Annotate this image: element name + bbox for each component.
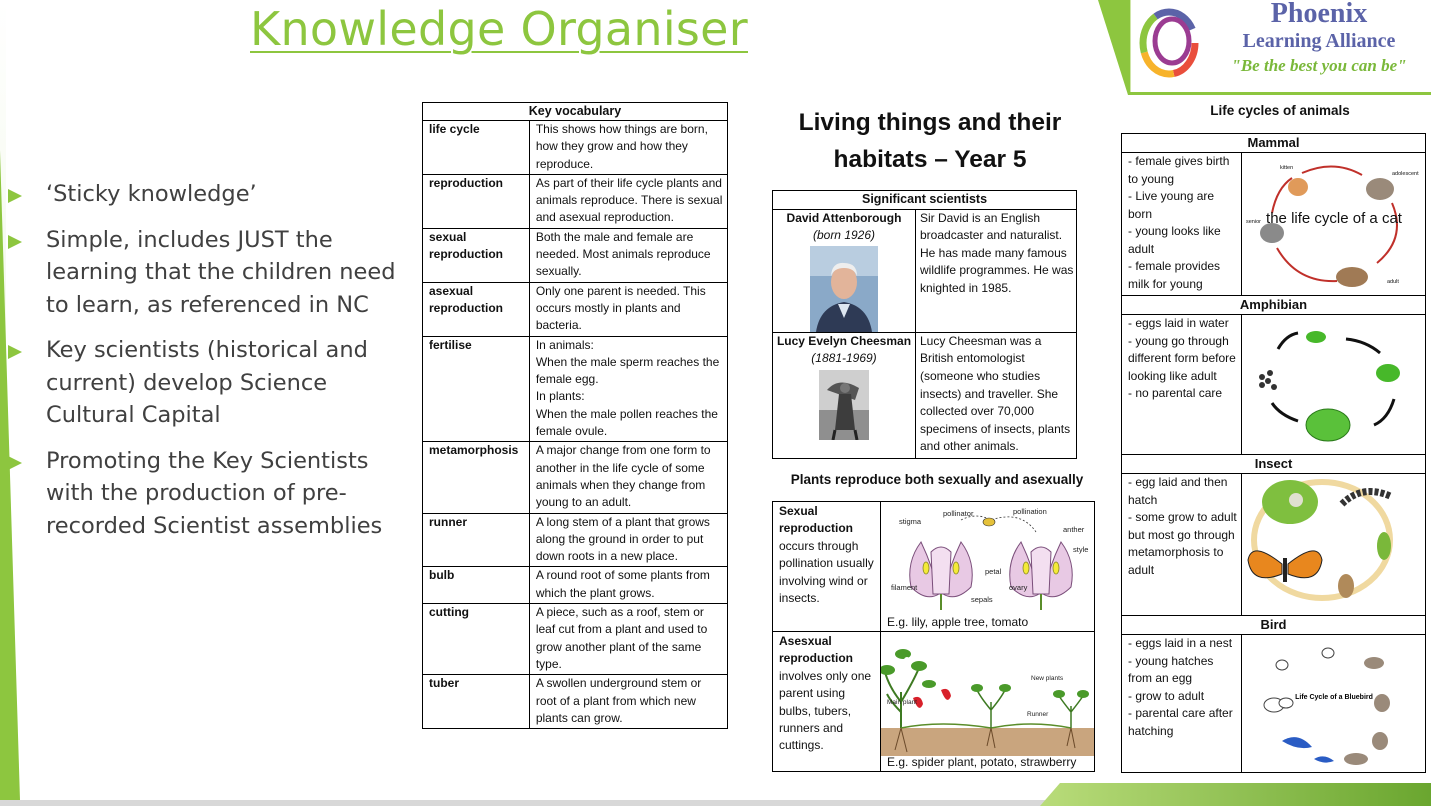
bee-icon <box>983 518 995 526</box>
vocab-term: cutting <box>423 604 530 675</box>
flower-label: pollinator <box>943 509 974 518</box>
table-row <box>423 282 728 336</box>
flower-diagram <box>881 502 1094 614</box>
scientist-cell <box>773 332 916 458</box>
bullet-text: Simple, includes JUST the learning that the children need to learn, as referenced in NC <box>46 226 396 318</box>
table-row <box>423 442 728 513</box>
bird-icon <box>1344 657 1390 765</box>
cycle-caption: the life cycle of a cat <box>1266 210 1402 227</box>
page-title: Knowledge Organiser <box>250 2 748 56</box>
flower-label: stigma <box>899 517 922 526</box>
bullet-text: Promoting the Key Scientists with the production of pre-recorded Scientist assemblies <box>46 447 383 539</box>
scientist-name: Lucy Evelyn Cheesman <box>776 333 912 348</box>
vocab-term: metamorphosis <box>423 442 530 513</box>
cycle-label: adolescent <box>1392 171 1419 177</box>
vocab-definition: A round root of some plants from which the plant grows. <box>529 567 727 604</box>
runner-label: Main plant <box>887 699 917 706</box>
strawberry-diagram-cell <box>881 632 1095 772</box>
asexual-example: E.g. spider plant, potato, strawberry <box>887 754 1077 769</box>
vocab-heading: Key vocabulary <box>423 103 728 121</box>
butterfly-life-cycle-diagram <box>1242 474 1425 614</box>
group-heading: Insect <box>1122 455 1426 474</box>
section-title: Living things and their habitats – Year 5 <box>798 109 1062 173</box>
bullet-item <box>8 178 413 211</box>
bullet-item <box>8 445 413 543</box>
bullet-arrow-icon <box>8 345 22 359</box>
cat-life-cycle-diagram <box>1242 153 1425 293</box>
key-vocabulary-table <box>422 102 728 729</box>
sexual-reproduction-heading: Sexual reproduction <box>779 504 853 536</box>
table-row <box>1122 153 1426 296</box>
vocab-term: runner <box>423 513 530 567</box>
flower-label: petal <box>985 567 1002 576</box>
phoenix-ring-logo-icon <box>1136 4 1202 80</box>
vocab-definition: A long stem of a plant that grows along the ground in order to put down roots in a new place. <box>529 513 727 567</box>
cycle-label: senior <box>1246 219 1261 225</box>
table-row <box>423 174 728 228</box>
bullet-text: ‘Sticky knowledge’ <box>46 181 257 207</box>
group-heading: Amphibian <box>1122 296 1426 315</box>
vocab-definition: Only one parent is needed. This occurs mostly in plants and bacteria. <box>529 282 727 336</box>
attenborough-portrait <box>810 246 878 332</box>
vocab-term: reproduction <box>423 174 530 228</box>
runner-label: New plants <box>1031 675 1064 682</box>
group-facts: - eggs laid in a nest - young hatches from an egg - grow to adult - parental care after hatching <box>1122 635 1242 773</box>
flower-label: filament <box>891 583 918 592</box>
bullet-arrow-icon <box>8 189 22 203</box>
vocab-definition: A major change from one form to another in the life cycle of some animals when they change from young to an adult. <box>529 442 727 513</box>
table-row <box>423 604 728 675</box>
bluebird-life-cycle-diagram <box>1242 635 1425 771</box>
vocab-term: bulb <box>423 567 530 604</box>
vocab-term: sexual reproduction <box>423 228 530 282</box>
bullet-item <box>8 224 413 322</box>
bullet-arrow-icon <box>8 456 22 470</box>
cycle-caption: Life Cycle of a Bluebird <box>1295 694 1373 701</box>
scientist-cell <box>773 209 916 332</box>
plants-title: Plants reproduce both sexually and asexually <box>790 472 1084 487</box>
logo-subtitle: Learning Alliance <box>1242 30 1396 52</box>
life-cycles-title: Life cycles of animals <box>1210 103 1350 118</box>
cheesman-portrait <box>819 370 869 440</box>
logo-name: Phoenix <box>1270 0 1368 29</box>
bullet-arrow-icon <box>8 235 22 249</box>
bullet-item <box>8 334 413 432</box>
runner-label: Runner <box>1027 711 1049 718</box>
scientist-dates: (1881-1969) <box>811 351 877 366</box>
table-row <box>423 228 728 282</box>
vocab-term: life cycle <box>423 121 530 175</box>
chrysalis-icon <box>1377 532 1391 560</box>
table-row <box>423 121 728 175</box>
table-row <box>1122 474 1426 616</box>
sexual-reproduction-text: occurs through pollination usually involving wind or insects. <box>779 538 874 606</box>
bullet-text: Key scientists (historical and current) develop Science Cultural Capital <box>46 337 368 428</box>
butterfly-icon <box>1248 551 1322 582</box>
plant-reproduction-table <box>772 501 1095 772</box>
flower-label: ovary <box>1009 583 1028 592</box>
vocab-definition: As part of their life cycle plants and animals reproduce. There is sexual and asexual reproduction. <box>529 174 727 228</box>
group-facts: - egg laid and then hatch - some grow to adult but most go through metamorphosis to adult <box>1122 474 1242 616</box>
flower-label: style <box>1073 545 1089 554</box>
sexual-example: E.g. lily, apple tree, tomato <box>887 614 1029 629</box>
life-cycles-table <box>1121 133 1426 773</box>
table-row <box>423 675 728 729</box>
group-facts: - female gives birth to young - Live young are born - young looks like adult - female provides milk for young <box>1122 153 1242 296</box>
vocab-term: fertilise <box>423 336 530 442</box>
insect-cycle-cell <box>1242 474 1426 616</box>
table-row <box>773 502 1095 632</box>
table-row <box>773 209 1077 332</box>
flower-label: anther <box>1063 525 1085 534</box>
bottom-green-band <box>1040 783 1431 806</box>
cycle-label: adult <box>1387 279 1399 285</box>
asexual-reproduction-text: involves only one parent using bulbs, tubers, runners and cuttings. <box>779 668 872 753</box>
significant-scientists-table <box>772 190 1077 459</box>
frog-icon <box>1306 331 1400 441</box>
flower-label: sepals <box>971 595 993 604</box>
vocab-definition: This shows how things are born, how they grow and how they reproduce. <box>529 121 727 175</box>
bullet-list <box>8 178 413 555</box>
vocab-definition: A swollen underground stem or root of a plant from which new plants can grow. <box>529 675 727 729</box>
table-row <box>423 513 728 567</box>
amphibian-cycle-cell <box>1242 315 1426 455</box>
table-row <box>773 632 1095 772</box>
cat-icon <box>1260 178 1394 287</box>
flower-label: pollination <box>1013 507 1047 516</box>
vocab-term: asexual reproduction <box>423 282 530 336</box>
scientists-heading: Significant scientists <box>773 191 1077 210</box>
table-row <box>1122 635 1426 773</box>
strawberry-runner-diagram <box>881 632 1094 756</box>
vocab-term: tuber <box>423 675 530 729</box>
vocab-definition: A piece, such as a roof, stem or leaf cut from a plant and used to grow another plant of the same type. <box>529 604 727 675</box>
asexual-reproduction-cell <box>773 632 881 772</box>
vocab-definition: Both the male and female are needed. Most animals reproduce sexually. <box>529 228 727 282</box>
mammal-cycle-cell <box>1242 153 1426 296</box>
scientist-info: Sir David is an English broadcaster and naturalist. He has made many famous wildlife programmes. He was knighted in 1985. <box>916 209 1077 332</box>
group-heading: Bird <box>1122 616 1426 635</box>
scientist-name: David Attenborough <box>786 210 902 225</box>
cycle-label: kitten <box>1280 165 1294 171</box>
scientist-dates: (born 1926) <box>812 228 876 243</box>
frog-life-cycle-diagram <box>1242 315 1425 453</box>
strawberry-icon <box>913 689 951 708</box>
logo-tagline: "Be the best you can be" <box>1231 56 1407 75</box>
table-row <box>1122 315 1426 455</box>
group-facts: - eggs laid in water - young go through different form before looking like adult - no parental care <box>1122 315 1242 455</box>
table-row <box>773 332 1077 458</box>
bird-cycle-cell <box>1242 635 1426 773</box>
table-row <box>423 336 728 442</box>
group-heading: Mammal <box>1122 134 1426 153</box>
sexual-reproduction-cell <box>773 502 881 632</box>
asexual-reproduction-heading: Asesxual reproduction <box>779 634 853 666</box>
flower-diagram-cell <box>881 502 1095 632</box>
vocab-definition: In animals: When the male sperm reaches the female egg. In plants: When the male pollen reaches the female ovule. <box>529 336 727 442</box>
scientist-info: Lucy Cheesman was a British entomologist (someone who studies insects) and traveller. She collected over 70,000 specimens of insects, plants and other animals. <box>916 332 1077 458</box>
table-row <box>423 567 728 604</box>
